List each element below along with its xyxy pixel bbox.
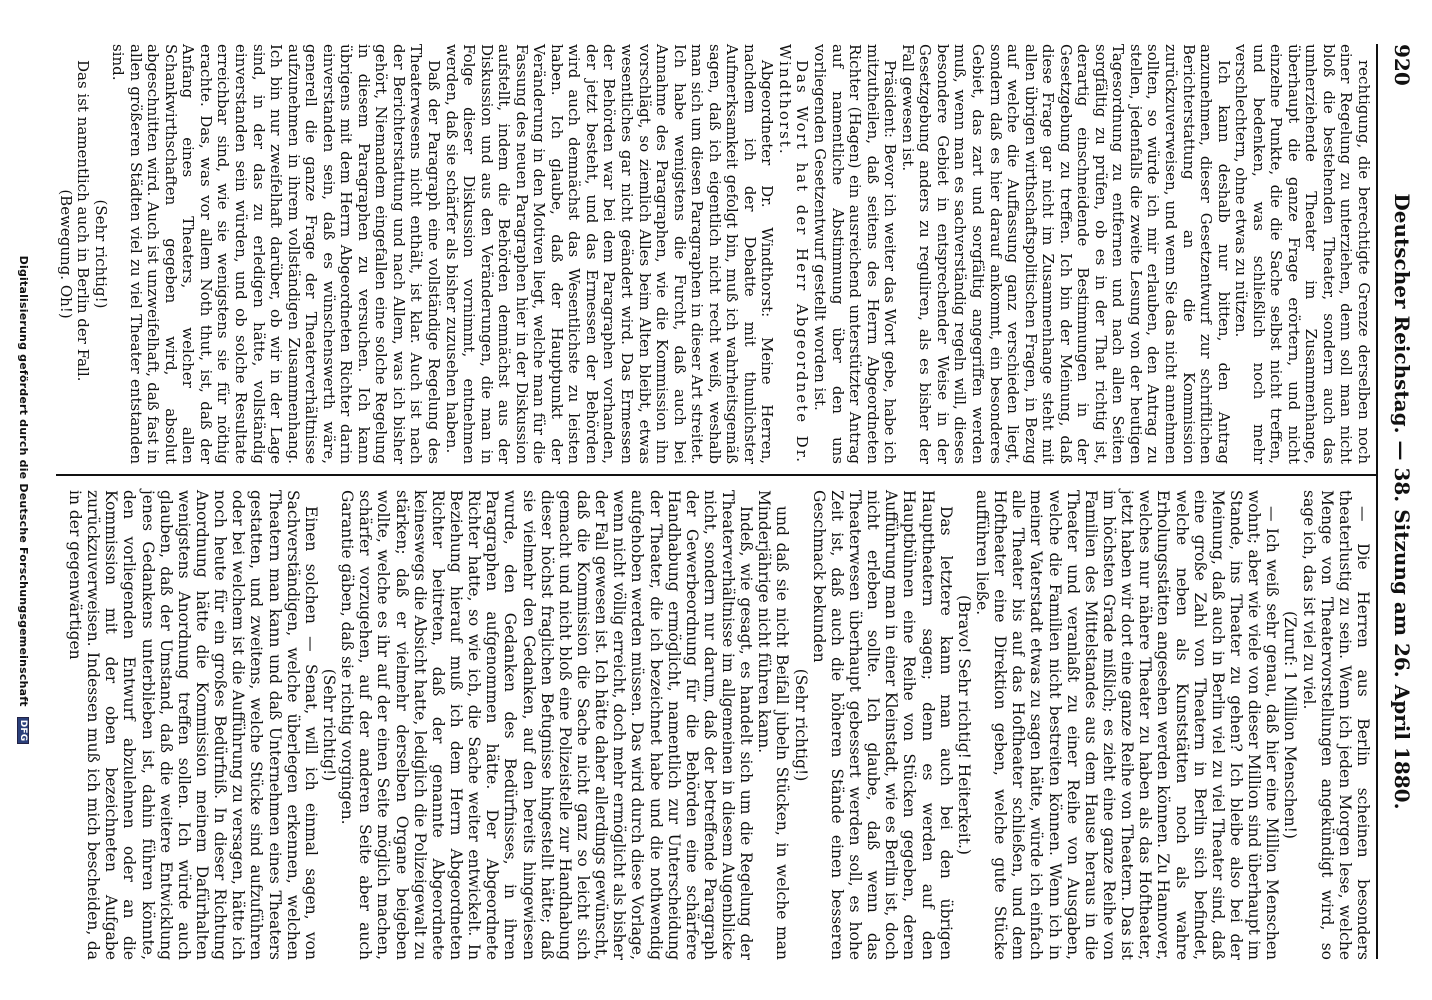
interjection: (Bravo! Sehr richtig! Heiterkeit.) (954, 595, 973, 855)
paragraph: Einen solchen — Senat, will ich einmal sagen, von Sachverständigen, welche überlegen erkennen, welchen Theatern man kann und daß Unternehmen eines Theaters gestatten, und zweitens, welche Stücke sind aufzuführen oder bei welchem ist die Aufführung zu versagen, hätte ich noch heute für ein großes Bedürfniß. In dieser Richtung Anordnung hätte die Kommission meinem Dafürhalten wenigstens Anordnung treffen sollen. Ich würde auch glauben, daß der Umstand, daß die weitere Entwicklung jenes Gedankens unterblieben ist, dahin führen könnte, den vorliegenden Entwurf abzulehnen oder an die Kommission mit der oben bezeichneten Aufgabe zurückzuverweisen. Indessen muß ich mich bescheiden, da in der gegenwärtigen (66, 490, 320, 960)
paragraph: rechtigung, die berechtigte Grenze derselben noch einer Regelung zu unterziehen, denn soll man nicht bloß die bestehenden Theater, sondern auch das umherziehende Theater im Zusammenhange, überhaupt die ganze Frage erörtern, und nicht einzelne Punkte, die die Sache selbst nicht treffen, und bedenken, was schließlich noch mehr verschlechtern, ohne etwas zu nützen. (1232, 44, 1373, 464)
interjection: (Bewegung. Oh!) (56, 189, 75, 319)
digitization-note (17, 0, 30, 1000)
paragraph: Daß der Paragraph eine vollständige Regelung des Theaterwesens nicht enthält, ist klar. Auch ist nach der Berichterstattung und nach Allem, was ich bisher gehört, Niemandem eingefallen eine solche Regelung in diesem Paragraphen zu versuchen. Ich kann übrigens mit dem Herrn Abgeordneten Richter darin einverstanden sein, daß es wünschenswerth wäre, generell die ganze Frage der Theaterverhältnisse aufzunehmen in ihrem vollständigen Zusammenhang. Ich bin nur zweifelhaft darüber, ob wir in der Lage sind, in der das zu erledigen hätte, vollständig einverstanden sein würden, und ob solche Resultate erreichbar sind, wie sie wenigstens sie für nöthig erachte. Das, was vor allem Noth thut, ist, daß der Anfang eines Theaters, welcher allen Schankwirthschaften gegeben wird, absolut abgeschnitten wird. Auch ist unzweifelhaft, daß fast in allen größeren Städten viel zu viel Theater entstanden sind. (109, 44, 444, 464)
paragraph: und daß sie nicht Beifall jubeln Stücken, in welche man Minderjährige nicht führen kann. (755, 490, 792, 960)
running-title: Deutscher Reichstag. — 38. Sitzung am 26. April 1880. (1390, 193, 1414, 810)
paragraph: Präsident: Bevor ich weiter das Wort gebe, habe ich mitzutheilen, daß seitens des Herrn Abgeordneten Richter (Hagen) ein ausreichend unterstützter Antrag auf namentliche Abstimmung über den uns vorliegenden Gesetzentwurf gestellt worden ist. (811, 44, 900, 464)
paragraph: Ich kann deshalb nur bitten, den Antrag anzunehmen, dieser Gesetzentwurf zur schriftlichen Berichterstattung an die Kommission zurückzuverweisen, und wenn Sie das nicht annehmen sollten, so würde ich mir erlauben, den Antrag zu stellen, jedenfalls die zweite Lesung von der heutigen Tagesordnung zu entfernen und nach allen Seiten sorgfältig zu prüfen, ob es in der That richtig ist, derartig einschneidende Bestimmungen in der Gesetzgebung zu treffen. Ich bin der Meinung, daß diese Frage gar nicht im Zusammenhange steht mit allen übrigen wirthschaftspolitischen Fragen, in Bezug auf welche die Auffassung ganz verschieden liegt, sondern daß es hier darauf ankommt, ein besonderes Gebiet, das zart und sorgfältig angegriffen werden muß, wenn man es sachverständig regeln will, dieses besondere Gebiet in entsprechender Weise in der Gesetzgebung anders zu reguliren, als es bisher der Fall gewesen ist. (898, 44, 1233, 464)
paragraph: Das Wort hat der Herr Abgeordnete Dr. Windthorst. (775, 44, 812, 464)
paragraph: Das letztere kann man auch bei den übrigen Haupttheatern sagen; denn es werden auf den Hauptbühnen eine Reihe von Stücken gegeben, deren Aufführung man in einer Kleinstadt, wie es Berlin ist, doch nicht erleben sollte. Ich glaube, daß wenn das Theaterwesen überhaupt gebessert werden soll, es hohe Zeit ist, daß auch die höheren Stände einen besseren Geschmack bekunden (809, 490, 955, 960)
interjection: (Zuruf: 1 Million Menschen!) (1281, 611, 1300, 839)
paragraph: — Ich weiß sehr genau, daß hier eine Million Menschen wohnt; aber wie viele von dieser Million sind überhaupt im Stande, ins Theater zu gehen? Ich bleibe also bei der Meinung, daß auch in Berlin viel zu viel Theater sind, daß eine große Zahl von Theatern in Berlin sich befindet, welche neben als Kunststätten noch als wahre Erholungsstätten angesehen werden können. Zu Hannover, welches nur nähere Theater zu haben als das Hoftheater, jetzt haben wir dort eine ganze Reihe von Theatern. Das ist im höchsten Grade mißlich; es zieht eine ganze Reihe von Familien des Mittelstandes aus dem Hause heraus in die Theater und veranlaßt zu einer Reihe von Ausgaben, welche die Familien nicht bestreiten können. Wenn ich in meiner Vaterstadt etwas zu sagen hätte, würde ich einfach alle Theater bis auf das Hoftheater schließen, und dem Hoftheater eine Direktion geben, welche gute Stücke aufführen ließe. (973, 490, 1282, 960)
digitization-note-text: Digitalisierung gefördert durch die Deutsche Forschungsgemeinschaft (17, 255, 30, 707)
column-divider (56, 474, 1376, 476)
left-text-column (56, 44, 1372, 464)
paragraph: Abgeordneter Dr. Windthorst: Meine Herren, nachdem ich der Debatte mit thunlichster Aufmerksamkeit gefolgt bin, muß ich wahrheitsgemäß sagen, daß ich eigentlich nicht recht weiß, weshalb man sich um diesen Paragraphen in dieser Art streitet. Ich habe wenigstens die Furcht, daß auch bei Annahme des Paragraphen, wie die Kommission ihn vorschlägt, so ziemlich Alles beim Alten bleibt, etwas wesentliches gar nicht geändert wird. Das Ermessen der Behörden war bei dem Paragraphen vorhanden, der jetzt besteht, und das Ermessen der Behörden wird auch demnächst das Wesentlichste zu leisten haben. Ich glaube, daß der Hauptpunkt der Veränderung in den Motiven liegt, welche man für die Fassung des neuen Paragraphen hier in der Diskussion aufstellt, indem die Behörden demnächst aus der Diskussion und aus den Veränderungen, die man in Folge dieser Diskussion vornimmt, entnehmen werden, daß sie schärfer als bisher zuzusehen haben. (442, 44, 777, 464)
paragraph: — Die Herren aus Berlin scheinen besonders theaterlustig zu sein. Wenn ich jeden Morgen lese, welche Menge von Theatervorstellungen angekündigt wird, so sage ich, das ist viel zu viel. (1299, 490, 1372, 960)
header-rule (1376, 44, 1378, 959)
interjection: (Sehr richtig!) (791, 668, 810, 782)
paragraph: Indeß, wie gesagt, es handelt sich um die Regelung der Theaterverhältnisse im allgemeinen in diesem Augenblicke nicht, sondern nur darum, daß der betreffende Paragraph der Gewerbeordnung für die Behörden eine schärfere Handhabung ermöglicht, namentlich zur Unterscheidung der Theater, die ich bezeichnet habe und die nothwendig aufgehoben werden müssen. Das wird durch diese Vorlage, wenn nicht völlig erreicht, doch mehr ermöglicht als bisher der Fall gewesen ist. Ich hätte daher allerdings gewünscht, daß die Kommission die Sache nicht ganz so leicht sich gemacht und nicht bloß eine Polizeistelle zur Handhabung dieser höchst fraglichen Befugnisse hingestellt hätte; daß sie vielmehr den Gedanken, auf den bereits hingewiesen wurde, den Gedanken des Bedürfnisses, in ihren Paragraphen aufgenommen hätte. Der Abgeordnete Richter hatte, so wie ich, die Sache weiter entwickelt. In Beziehung hierauf muß ich dem Herrn Abgeordneten Richter beitreten, daß der genannte Abgeordnete keineswegs die Absicht hatte, lediglich die Polizeigewalt zu stärken; daß er vielmehr derselben Organe beigeben wollte, welche es ihr auf der einen Seite möglich machen, schärfer vorzugehen, auf der anderen Seite aber auch Garantie gäben, daß sie richtig vorgingen. (338, 490, 756, 960)
dfg-logo: DFG (17, 717, 29, 745)
page-number: 920 (1390, 44, 1414, 86)
page-header (1380, 44, 1420, 959)
right-text-column (66, 490, 1372, 960)
paragraph: Das ist namentlich auch in Berlin der Fall. (74, 60, 93, 382)
interjection: (Sehr richtig!) (319, 668, 338, 782)
interjection: (Sehr richtig!) (91, 199, 110, 309)
